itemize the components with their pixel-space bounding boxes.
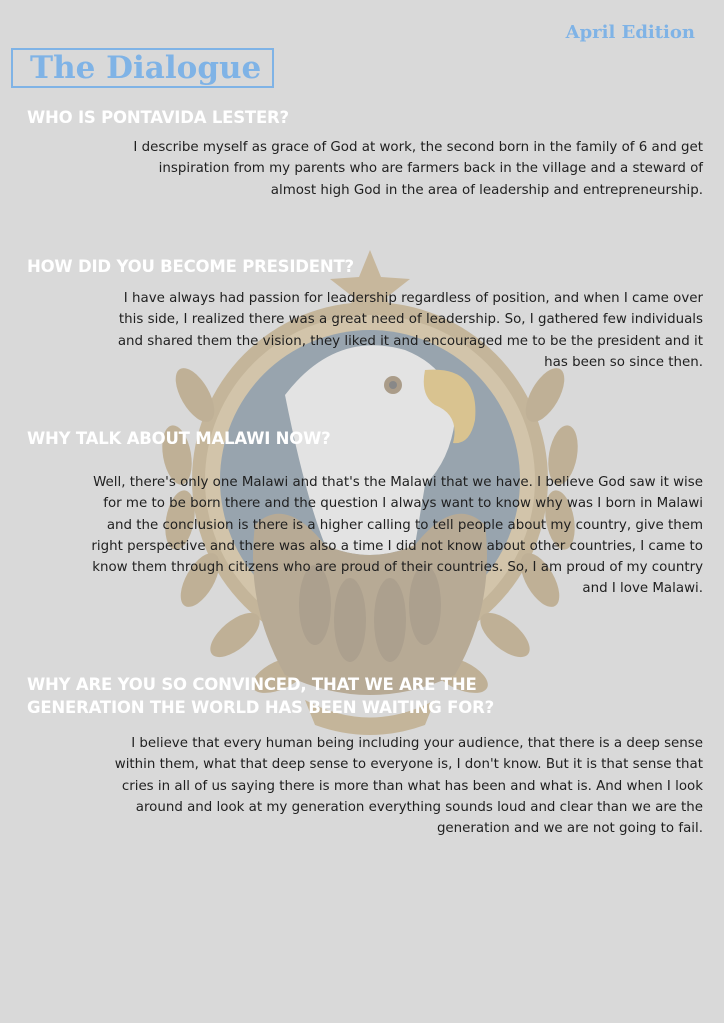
answer-line: Well, there's only one Malawi and that's the Malawi that we have. I believe God saw it wise [93, 475, 703, 490]
answer-paragraph [115, 733, 703, 839]
edition-label: April Edition [565, 22, 695, 43]
answer-line: and shared them the vision, they liked it and encouraged me to be the president and it [117, 333, 703, 349]
question-heading: WHO IS PONTAVIDA LESTER? [27, 108, 289, 127]
question-heading: WHY TALK ABOUT MALAWI NOW? [27, 429, 331, 448]
answer-line: right perspective and there was also a time I did not know about other countries, I came to [91, 538, 703, 554]
answer-paragraph [133, 137, 703, 201]
answer-line: this side, I realized there was a great need of leadership. So, I gathered few individuals [118, 312, 703, 328]
answer-line: within them, what that deep sense to everyone is, I don't know. But it is that sense that [114, 757, 703, 773]
answer-line: cries in all of us saying there is more than what has been and what is. And when I look [121, 778, 703, 794]
answer-line: has been so since then. [544, 354, 703, 370]
answer-line: inspiration from my parents who are farmers back in the village and a steward of [158, 161, 703, 177]
answer-line: I believe that every human being including your audience, that there is a deep sense [131, 736, 703, 751]
answer-line: almost high God in the area of leadership and entrepreneurship. [270, 182, 703, 198]
answer-line: know them through citizens who are proud of their countries. So, I am proud of my country [92, 560, 703, 576]
question-line: WHY ARE YOU SO CONVINCED, THAT WE ARE THE [27, 675, 477, 694]
question-heading: HOW DID YOU BECOME PRESIDENT? [27, 257, 354, 276]
question-heading [27, 673, 494, 719]
answer-line: around and look at my generation everything sounds loud and clear than we are the [135, 799, 703, 815]
answer-line: I describe myself as grace of God at work, the second born in the family of 6 and get [133, 140, 703, 155]
answer-paragraph [118, 288, 703, 373]
answer-line: and I love Malawi. [582, 581, 703, 597]
answer-paragraph [91, 472, 703, 600]
answer-line: for me to be born there and the question I always want to know why was I born in Malawi [103, 496, 703, 512]
answer-line: generation and we are not going to fail. [436, 821, 703, 837]
page-title: The Dialogue [30, 50, 262, 86]
question-line: GENERATION THE WORLD HAS BEEN WAITING FOR? [27, 698, 494, 717]
answer-line: I have always had passion for leadership regardless of position, and when I came over [123, 291, 703, 306]
answer-line: and the conclusion is there is a higher calling to tell people about my country, give them [106, 517, 703, 533]
